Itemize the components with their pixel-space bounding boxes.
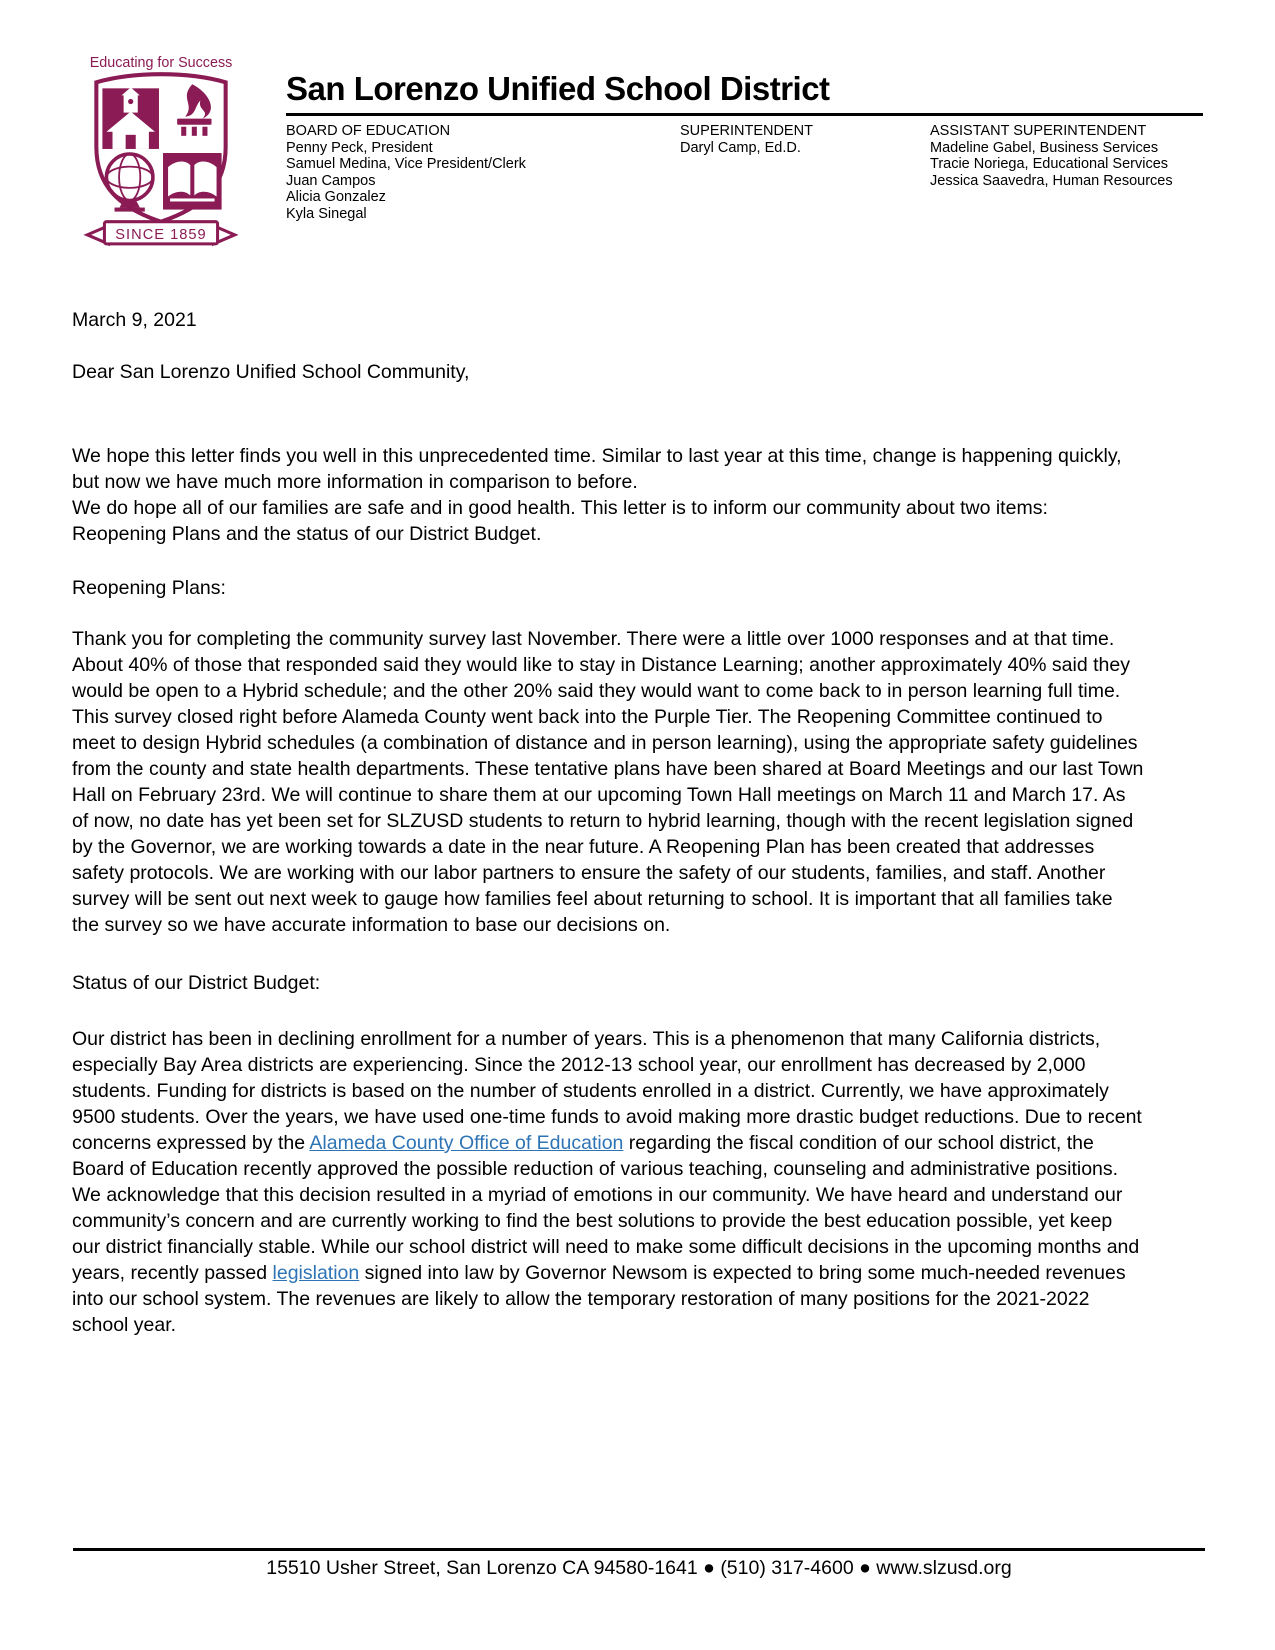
schoolhouse-icon bbox=[102, 87, 159, 149]
district-seal-icon bbox=[72, 54, 250, 252]
page-footer bbox=[73, 1548, 1205, 1581]
board-member: Kyla Sinegal bbox=[286, 205, 367, 222]
logo-since-text: SINCE 1859 bbox=[115, 226, 207, 243]
district-name: San Lorenzo Unified School District bbox=[286, 70, 830, 107]
board-member: Alicia Gonzalez bbox=[286, 189, 386, 205]
reopening-plans-heading: Reopening Plans: bbox=[72, 577, 226, 599]
letter-body bbox=[72, 307, 1144, 1338]
board-member: Juan Campos bbox=[286, 172, 376, 189]
budget-segment-2: regarding the fiscal condition of our school district, the Board of Education recently approved the possible reduction of various teaching, counseling and administrative positions. We acknowledge that this decision resulted in a myriad of emotions in our community. We have heard and understand our community’s concern and are currently working to find the best solutions to provide the best education possible, yet keep our district financially stable. While our school district will need to make some difficult decisions in the upcoming months and years, recently passed bbox=[72, 1132, 1140, 1284]
assistant-superintendent-name: Tracie Noriega, Educational Services bbox=[930, 156, 1169, 172]
budget-segment-1: Our district has been in declining enrollment for a number of years. This is a phenomenon that many California districts, especially Bay Area districts are experiencing. Since the 2012-13 school year, our enrollment has decreased by 2,000 students. Funding for districts is based on the number of students enrolled in a district. Currently, we have approximately 9500 students. Over the years, we have used one-time funds to avoid making more drastic budget reductions. Due to recent concerns expressed by the bbox=[72, 1028, 1142, 1154]
assistant-superintendent-title: ASSISTANT SUPERINTENDENT bbox=[930, 123, 1147, 139]
legislation-link[interactable]: legislation bbox=[272, 1262, 360, 1284]
footer-address: 15510 Usher Street, San Lorenzo CA 94580-1641 ● (510) 317-4600 ● www.slzusd.org bbox=[266, 1557, 1012, 1579]
assistant-superintendent-column bbox=[930, 123, 1203, 222]
reopening-plans-paragraph: Thank you for completing the community survey last November. There were a little over 1000 responses and at that time. About 40% of those that responded said they would like to stay in Distance Learning; another approximately 40% said they would be open to a Hybrid schedule; and the other 20% said they would want to come back to in person learning full time. This survey closed right before Alameda County went back into the Purple Tier. The Reopening Committee continued to meet to design Hybrid schedules (a combination of distance and in person learning), using the appropriate safety guidelines from the county and state health departments. These tentative plans have been shared at Board Meetings and our last Town Hall on February 23rd. We will continue to share them at our upcoming Town Hall meetings on March 11 and March 17. As of now, no date has yet been set for SLZUSD students to return to hybrid learning, though with the recent legislation signed by the Governor, we are working towards a date in the near future. A Reopening Plan has been created that addresses safety protocols. We are working with our labor partners to ensure the safety of our students, families, and staff. Another survey will be sent out next week to gauge how families feel about returning to school. It is important that all families take the survey so we have accurate information to base our decisions on. bbox=[72, 628, 1144, 936]
letter-date: March 9, 2021 bbox=[72, 309, 197, 331]
assistant-superintendent-name: Madeline Gabel, Business Services bbox=[930, 139, 1159, 156]
banner-ribbon-icon bbox=[87, 222, 234, 244]
superintendent-name: Daryl Camp, Ed.D. bbox=[680, 139, 801, 156]
assistant-superintendent-name: Jessica Saavedra, Human Resources bbox=[930, 172, 1173, 189]
alameda-county-office-link[interactable]: Alameda County Office of Education bbox=[309, 1132, 624, 1154]
logo-motto: Educating for Success bbox=[89, 55, 233, 72]
intro-line-1: We hope this letter finds you well in this unprecedented time. Similar to last year at this time, change is happening quickly, but now we have much more information in comparison to before. bbox=[72, 445, 1122, 493]
budget-status-paragraph bbox=[72, 1026, 1144, 1338]
budget-status-heading: Status of our District Budget: bbox=[72, 972, 321, 994]
shield-icon bbox=[96, 74, 225, 221]
administration-columns bbox=[286, 123, 1203, 222]
salutation: Dear San Lorenzo Unified School Community, bbox=[72, 361, 470, 383]
district-logo bbox=[72, 54, 250, 252]
superintendent-title: SUPERINTENDENT bbox=[680, 123, 813, 139]
intro-paragraph bbox=[72, 443, 1144, 547]
letterhead bbox=[286, 70, 1203, 222]
board-member: Penny Peck, President bbox=[286, 139, 433, 156]
budget-segment-3: signed into law by Governor Newsom is expected to bring some much-needed revenues into our school system. The revenues are likely to allow the temporary restoration of many positions for the 2021-2022 school year. bbox=[72, 1262, 1126, 1336]
board-title: BOARD OF EDUCATION bbox=[286, 123, 451, 139]
title-rule bbox=[286, 113, 1203, 116]
intro-line-2: We do hope all of our families are safe and in good health. This letter is to inform our community about two items: Reopening Plans and the status of our District Budget. bbox=[72, 497, 1048, 545]
open-book-icon bbox=[163, 153, 222, 210]
board-member: Samuel Medina, Vice President/Clerk bbox=[286, 156, 526, 172]
board-of-education-column bbox=[286, 123, 680, 222]
superintendent-column bbox=[680, 123, 930, 222]
